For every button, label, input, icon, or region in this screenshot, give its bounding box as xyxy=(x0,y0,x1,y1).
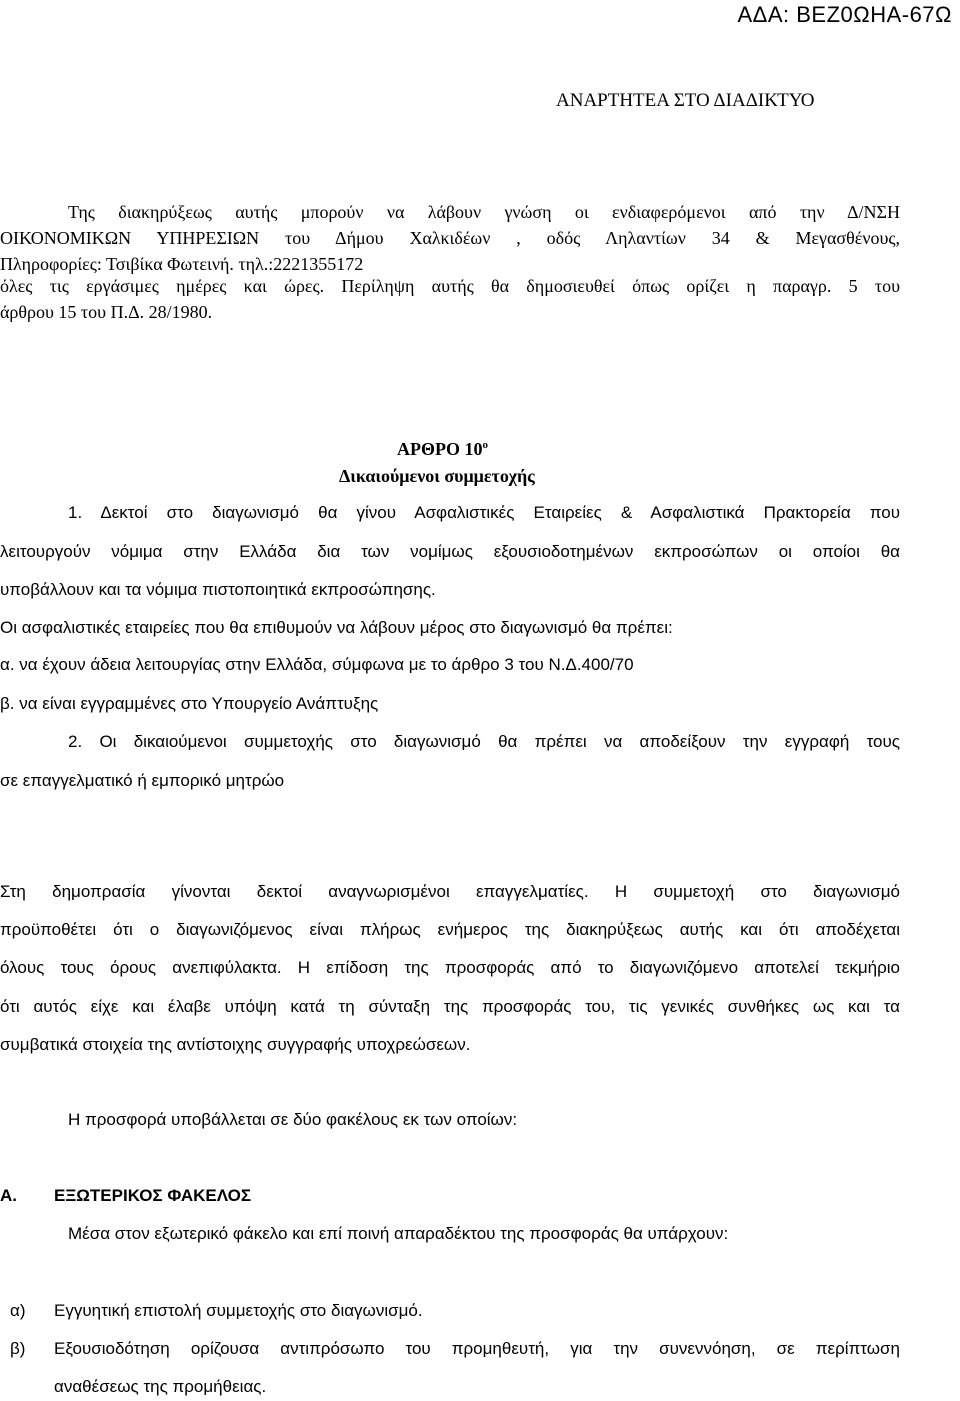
posting-note: ΑΝΑΡΤΗΤΕΑ ΣΤΟ ΔΙΑΔΙΚΤΥΟ xyxy=(556,90,815,111)
list-b-text-line-1: Εξουσιοδότηση ορίζουσα αντιπρόσωπο του προμηθευτή, για την συνεννόηση, σε περίπτωση xyxy=(54,1339,900,1358)
intro-line-1: Της διακηρύξεως αυτής μπορούν να λάβουν γνώση οι ενδιαφερόμενοι από την Δ/ΝΣΗ xyxy=(68,202,900,222)
p3-line-5: συμβατικά στοιχεία της αντίστοιχης συγγραφής υποχρεώσεων. xyxy=(0,1035,471,1054)
list-b-marker: β) xyxy=(10,1339,26,1358)
ada-code: ΑΔΑ: ΒΕΖ0ΩΗΑ-67Ω xyxy=(737,2,952,27)
p3-line-3: όλους τους όρους ανεπιφύλακτα. Η επίδοση της προσφοράς από το διαγωνιζόμενο αποτελεί τεκμήριο xyxy=(0,958,900,977)
list-a-marker: α) xyxy=(10,1301,26,1320)
article-number-suffix: ο xyxy=(482,439,488,451)
list-b-text-line-2: αναθέσεως της προμήθειας. xyxy=(54,1377,267,1396)
intro-line-5: άρθρου 15 του Π.Δ. 28/1980. xyxy=(0,302,213,322)
list-a-text: Εγγυητική επιστολή συμμετοχής στο διαγωνισμό. xyxy=(54,1301,423,1320)
section-a-letter: Α. xyxy=(0,1186,17,1205)
intro-line-3: Πληροφορίες: Τσιβίκα Φωτεινή. τηλ.:2221355172 xyxy=(0,254,364,274)
article-title: Δικαιούμενοι συμμετοχής xyxy=(339,466,535,486)
intro-line-2: ΟΙΚΟΝΟΜΙΚΩΝ ΥΠΗΡΕΣΙΩΝ του Δήμου Χαλκιδέων , οδός Ληλαντίων 34 & Μεγασθένους, xyxy=(0,228,900,248)
p2-line-2: σε επαγγελματικό ή εμπορικό μητρώο xyxy=(0,771,285,790)
p1-line-4: Οι ασφαλιστικές εταιρείες που θα επιθυμούν να λάβουν μέρος στο διαγωνισμό θα πρέπει: xyxy=(0,618,673,637)
p1-line-3: υποβάλλουν και τα νόμιμα πιστοποιητικά εκπροσώπησης. xyxy=(0,580,436,599)
item-a: α. να έχουν άδεια λειτουργίας στην Ελλάδα, σύμφωνα με το άρθρο 3 του Ν.Δ.400/70 xyxy=(0,655,634,674)
article-number xyxy=(397,439,488,460)
p3-line-2: προϋποθέτει ότι ο διαγωνιζόμενος είναι πλήρως ενήμερος της διακηρύξεως αυτής και ότι αποδέχεται xyxy=(0,920,900,939)
intro-line-4: όλες τις εργάσιμες ημέρες και ώρες. Περίληψη αυτής θα δημοσιευθεί όπως ορίζει η παραγρ. 5 του xyxy=(0,276,900,296)
section-a-intro: Μέσα στον εξωτερικό φάκελο και επί ποινή απαραδέκτου της προσφοράς θα υπάρχουν: xyxy=(68,1224,729,1243)
envelopes-intro: Η προσφορά υποβάλλεται σε δύο φακέλους εκ των οποίων: xyxy=(68,1110,518,1129)
p3-line-4: ότι αυτός είχε και έλαβε υπόψη κατά τη σύνταξη της προσφοράς του, τις γενικές συνθήκες ως και τα xyxy=(0,997,900,1016)
item-b: β. να είναι εγγραμμένες στο Υπουργείο Ανάπτυξης xyxy=(0,694,379,713)
article-number-text: ΑΡΘΡΟ 10 xyxy=(397,439,483,459)
section-a-title: ΕΞΩΤΕΡΙΚΟΣ ΦΑΚΕΛΟΣ xyxy=(54,1186,252,1205)
p1-line-1: 1. Δεκτοί στο διαγωνισμό θα γίνου Ασφαλιστικές Εταιρείες & Ασφαλιστικά Πρακτορεία που xyxy=(68,503,900,522)
p1-line-2: λειτουργούν νόμιμα στην Ελλάδα δια των νομίμως εξουσιοδοτημένων εκπροσώπων οι οποίοι θα xyxy=(0,542,900,561)
p3-line-1: Στη δημοπρασία γίνονται δεκτοί αναγνωρισμένοι επαγγελματίες. Η συμμετοχή στο διαγωνισμό xyxy=(0,882,900,901)
p2-line-1: 2. Οι δικαιούμενοι συμμετοχής στο διαγωνισμό θα πρέπει να αποδείξουν την εγγραφή τους xyxy=(68,732,900,751)
